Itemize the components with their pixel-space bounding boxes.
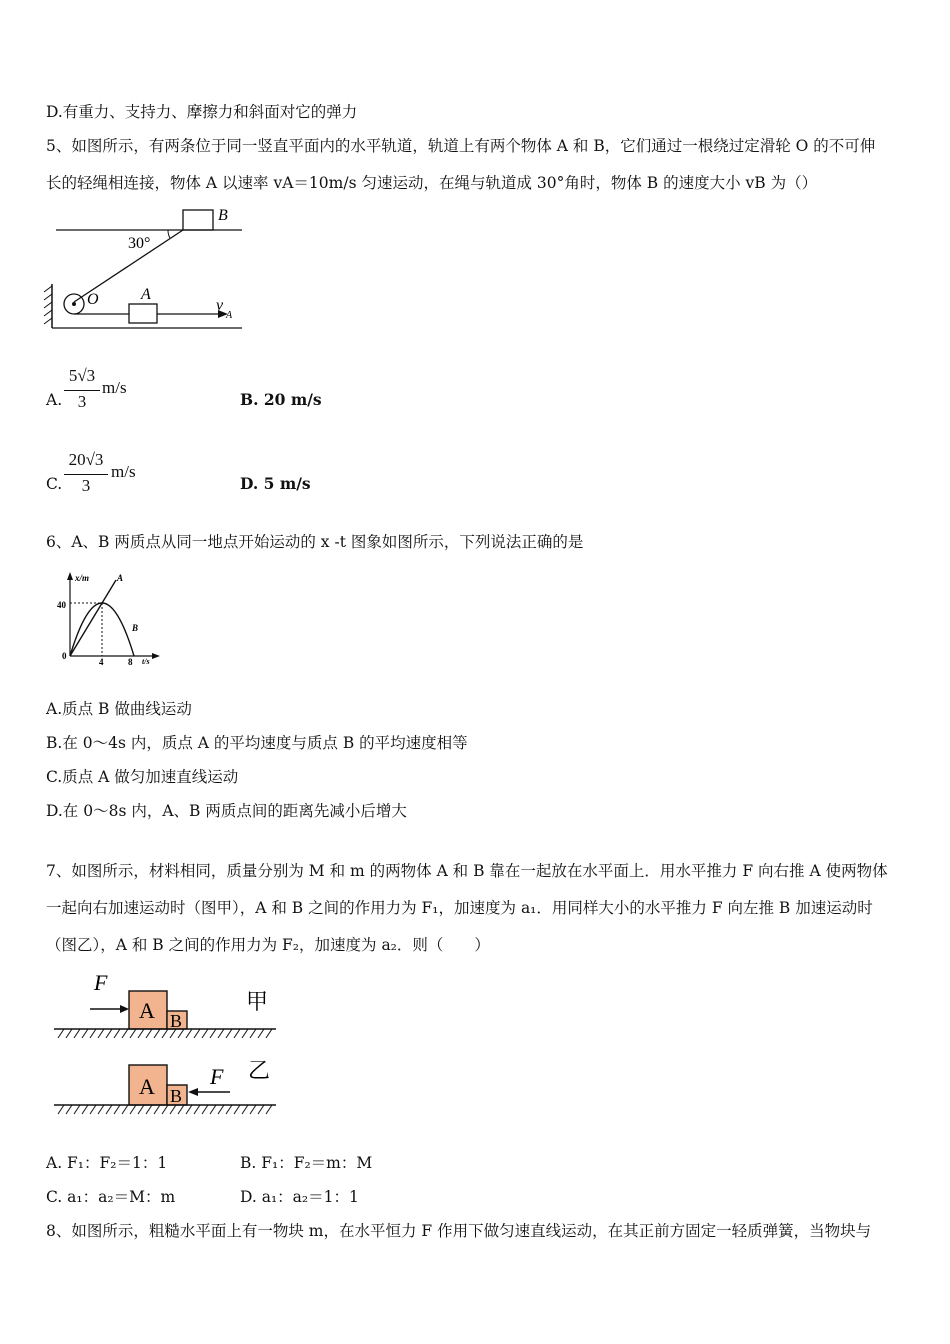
fraction-bar xyxy=(64,474,108,475)
q6-ylabel: x/m xyxy=(75,573,90,583)
q5-pulley-figure xyxy=(40,200,250,335)
q7-option-b: B. F₁：F₂＝m：M xyxy=(240,1154,373,1172)
q6-xtick-4: 4 xyxy=(99,657,104,666)
q5-option-a-denominator: 3 xyxy=(77,392,87,411)
fraction-bar xyxy=(64,390,100,391)
q6-option-a: A.质点 B 做曲线运动 xyxy=(46,700,192,718)
q6-xt-graph xyxy=(52,568,167,666)
q5-option-d: D. 5 m/s xyxy=(240,474,311,493)
q6-line-a xyxy=(70,580,116,656)
q7-label-f1: F xyxy=(94,970,108,995)
q7-stem-line3: （图乙），A 和 B 之间的作用力为 F₂，加速度为 a₂．则（ ） xyxy=(46,936,490,954)
q5-stem-line1: 5、如图所示，有两条位于同一竖直平面内的水平轨道，轨道上有两个物体 A 和 B，它们通过一根绕过定滑轮 O 的不可伸 xyxy=(46,137,876,155)
q6-xtick-8: 8 xyxy=(128,657,133,666)
q6-label-b: B xyxy=(132,623,139,633)
q7-option-c: C. a₁：a₂＝M：m xyxy=(46,1188,176,1206)
q5-option-b: B. 20 m/s xyxy=(240,390,322,409)
q7-option-d: D. a₁：a₂＝1：1 xyxy=(240,1188,359,1206)
q8-stem-line1: 8、如图所示，粗糙水平面上有一物块 m，在水平恒力 F 作用下做匀速直线运动，在其正前方固定一轻质弹簧，当物块与 xyxy=(46,1222,872,1240)
q5-option-a-prefix: A. xyxy=(46,391,63,409)
q5-option-c-prefix: C. xyxy=(46,475,63,493)
q7-stem-line2: 一起向右加速运动时（图甲），A 和 B 之间的作用力为 F₁，加速度为 a₁．用同样大小的水平推力 F 向左推 B 加速运动时 xyxy=(46,899,873,917)
q5-option-c-numerator: 20√3 xyxy=(68,450,104,469)
q7-label-a1: A xyxy=(139,998,155,1023)
q5-option-a-unit: m/s xyxy=(102,378,127,397)
q7-label-jia: 甲 xyxy=(246,989,269,1014)
q5-option-a-numerator: 5√3 xyxy=(68,366,96,385)
q7-option-a: A. F₁：F₂＝1：1 xyxy=(46,1154,168,1172)
q7-label-f2: F xyxy=(210,1064,224,1089)
q6-origin: 0 xyxy=(62,651,67,661)
q5-label-angle: 30° xyxy=(128,235,151,252)
q5-stem-line2: 长的轻绳相连接，物体 A 以速率 vA＝10m/s 匀速运动，在绳与轨道成 30°角时，物体 B 的速度大小 vB 为（） xyxy=(46,174,818,192)
q6-option-c: C.质点 A 做匀加速直线运动 xyxy=(46,768,239,786)
q6-xlabel: t/s xyxy=(142,657,150,666)
q5-label-a: A xyxy=(141,286,151,303)
q5-option-c-denominator: 3 xyxy=(81,476,91,495)
q7-blocks-figure xyxy=(50,966,285,1126)
q6-label-a: A xyxy=(117,573,124,583)
q5-label-b: B xyxy=(218,207,228,224)
q6-option-b: B.在 0～4s 内，质点 A 的平均速度与质点 B 的平均速度相等 xyxy=(46,734,468,752)
q5-option-c-unit: m/s xyxy=(111,462,136,481)
q7-label-a2: A xyxy=(139,1074,155,1099)
q5-label-v-sub: A xyxy=(226,310,233,321)
q4-option-d: D.有重力、支持力、摩擦力和斜面对它的弹力 xyxy=(46,103,358,121)
q6-stem: 6、A、B 两质点从同一地点开始运动的 x -t 图象如图所示，下列说法正确的是 xyxy=(46,533,584,551)
q7-label-b2: B xyxy=(170,1086,183,1106)
q5-label-v: v xyxy=(216,297,224,314)
q7-label-b1: B xyxy=(170,1011,183,1031)
q5-label-o: O xyxy=(87,291,99,308)
q6-option-d: D.在 0～8s 内，A、B 两质点间的距离先减小后增大 xyxy=(46,802,407,820)
q7-stem-line1: 7、如图所示，材料相同，质量分别为 M 和 m 的两物体 A 和 B 靠在一起放在水平面上．用水平推力 F 向右推 A 使两物体 xyxy=(46,862,888,880)
q7-label-yi: 乙 xyxy=(248,1058,271,1083)
q6-ytick-40: 40 xyxy=(57,600,66,610)
